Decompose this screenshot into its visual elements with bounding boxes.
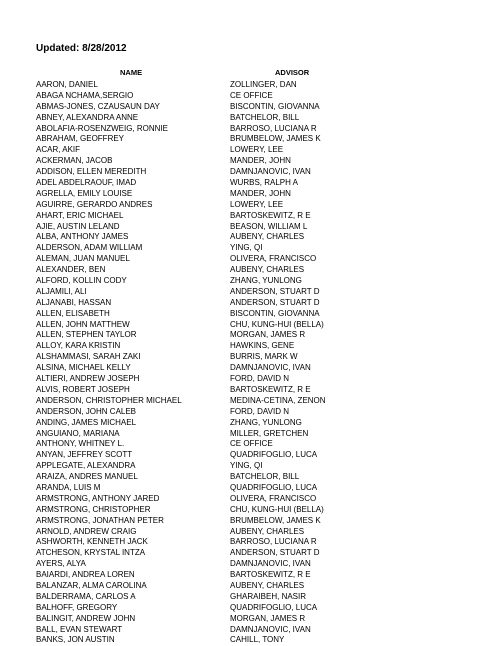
table-row (36, 472, 476, 483)
advisor-name: QUADRIFOGLIO, LUCA (230, 602, 318, 612)
table-row (36, 418, 476, 429)
table-row (36, 614, 476, 625)
table-row (36, 156, 476, 167)
advisor-name: BARTOSKEWITZ, R E (230, 570, 311, 580)
student-name: BAIARDI, ANDREA LOREN (36, 570, 135, 580)
student-name: BALDERRAMA, CARLOS A (36, 591, 136, 601)
advisor-name: LOWERY, LEE (230, 145, 284, 155)
table-row (36, 265, 476, 276)
advisor-name: BARROSO, LUCIANA R (230, 123, 317, 133)
student-name: ALFORD, KOLLIN CODY (36, 276, 127, 286)
student-name: ARANDA, LUIS M (36, 482, 101, 492)
table-row (36, 516, 476, 527)
table-row (36, 189, 476, 200)
table-row (36, 178, 476, 189)
student-name: ALTIERI, ANDREW JOSEPH (36, 374, 140, 384)
student-name: ASHWORTH, KENNETH JACK (36, 537, 148, 547)
student-name: ADEL ABDELRAOUF, IMAD (36, 178, 137, 188)
student-name: ANYAN, JEFFREY SCOTT (36, 450, 133, 460)
student-name: ACAR, AKIF (36, 145, 81, 155)
student-name: ANDERSON, JOHN CALEB (36, 406, 137, 416)
advisor-name: DAMNJANOVIC, IVAN (230, 167, 311, 177)
student-name: AJIE, AUSTIN LELAND (36, 221, 120, 231)
table-row (36, 134, 476, 145)
column-header-name: NAME (120, 68, 143, 77)
advisor-name: BISCONTIN, GIOVANNA (230, 101, 320, 111)
advisor-name: BATCHELOR, BILL (230, 472, 300, 482)
student-name: ANDERSON, CHRISTOPHER MICHAEL (36, 395, 182, 405)
advisor-name: LOWERY, LEE (230, 199, 284, 209)
advisor-name: BRUMBELOW, JAMES K (230, 515, 321, 525)
table-row (36, 113, 476, 124)
advisor-name: GHARAIBEH, NASIR (230, 591, 307, 601)
student-name: ADDISON, ELLEN MEREDITH (36, 167, 147, 177)
table-row (36, 581, 476, 592)
table-row (36, 635, 476, 646)
advisor-name: ZHANG, YUNLONG (230, 417, 302, 427)
student-name: ARAIZA, ANDRES MANUEL (36, 472, 138, 482)
student-name: ABAGA NCHAMA,SERGIO (36, 90, 134, 100)
table-row (36, 625, 476, 636)
table-row (36, 494, 476, 505)
table-row (36, 80, 476, 91)
table-row (36, 320, 476, 331)
student-name: ARNOLD, ANDREW CRAIG (36, 526, 137, 536)
student-name: ALVIS, ROBERT JOSEPH (36, 384, 130, 394)
student-name: AHART, ERIC MICHAEL (36, 210, 124, 220)
advisor-name: OLIVERA, FRANCISCO (230, 493, 317, 503)
advisor-name: BEASON, WILLIAM L (230, 221, 308, 231)
student-name: AARON, DANIEL (36, 80, 98, 89)
table-row (36, 396, 476, 407)
table-row (36, 254, 476, 265)
table-row (36, 352, 476, 363)
table-row (36, 287, 476, 298)
advisor-name: DAMNJANOVIC, IVAN (230, 624, 311, 634)
student-name: ALJAMILI, ALI (36, 286, 87, 296)
advisor-name: WURBS, RALPH A (230, 178, 299, 188)
advisor-name: MANDER, JOHN (230, 156, 291, 166)
student-name: ALSINA, MICHAEL KELLY (36, 363, 131, 373)
advisor-name: QUADRIFOGLIO, LUCA (230, 482, 318, 492)
student-name: ALEMAN, JUAN MANUEL (36, 254, 130, 264)
table-row (36, 505, 476, 516)
student-name: ABMAS-JONES, CZAUSAUN DAY (36, 101, 160, 111)
student-name: BALANZAR, ALMA CAROLINA (36, 580, 147, 590)
student-name: BALHOFF, GREGORY (36, 602, 118, 612)
student-name: ALBA, ANTHONY JAMES (36, 232, 129, 242)
advisor-name: DAMNJANOVIC, IVAN (230, 559, 311, 569)
student-name: APPLEGATE, ALEXANDRA (36, 461, 136, 471)
student-name: AGUIRRE, GERARDO ANDRES (36, 199, 153, 209)
table-row (36, 276, 476, 287)
table-row (36, 341, 476, 352)
advisor-name: BARTOSKEWITZ, R E (230, 210, 311, 220)
table-row (36, 363, 476, 374)
student-name: ARMSTRONG, ANTHONY JARED (36, 493, 160, 503)
table-row (36, 374, 476, 385)
table-row (36, 385, 476, 396)
table-row (36, 145, 476, 156)
table-row (36, 243, 476, 254)
advisor-name: CHU, KUNG-HUI (BELLA) (230, 319, 324, 329)
advisor-name: CHU, KUNG-HUI (BELLA) (230, 504, 324, 514)
table-row (36, 483, 476, 494)
table-row (36, 167, 476, 178)
advisor-name: BRUMBELOW, JAMES K (230, 134, 321, 144)
advisor-name: MEDINA-CETINA, ZENON (230, 395, 326, 405)
student-name: ACKERMAN, JACOB (36, 156, 113, 166)
advisor-name: YING, QI (230, 243, 263, 253)
updated-date: Updated: 8/28/2012 (36, 43, 127, 54)
advisor-name: HAWKINS, GENE (230, 341, 295, 351)
student-advisor-list (36, 80, 476, 646)
student-name: ANDING, JAMES MICHAEL (36, 417, 137, 427)
advisor-name: OLIVERA, FRANCISCO (230, 254, 317, 264)
table-row (36, 570, 476, 581)
student-name: ABNEY, ALEXANDRA ANNE (36, 112, 139, 122)
student-name: BALINGIT, ANDREW JOHN (36, 613, 136, 623)
table-row (36, 527, 476, 538)
student-name: ALEXANDER, BEN (36, 265, 106, 275)
student-name: ABRAHAM, GEOFFREY (36, 134, 125, 144)
student-name: ARMSTRONG, CHRISTOPHER (36, 504, 151, 514)
advisor-name: BURRIS, MARK W (230, 352, 298, 362)
student-name: ALSHAMMASI, SARAH ZAKI (36, 352, 141, 362)
advisor-name: AUBENY, CHARLES (230, 265, 305, 275)
table-row (36, 461, 476, 472)
advisor-name: MORGAN, JAMES R (230, 330, 306, 340)
table-row (36, 200, 476, 211)
student-name: ATCHESON, KRYSTAL INTZA (36, 548, 146, 558)
student-name: ARMSTRONG, JONATHAN PETER (36, 515, 164, 525)
advisor-name: MILLER, GRETCHEN (230, 428, 309, 438)
advisor-name: ANDERSON, STUART D (230, 286, 320, 296)
advisor-name: DAMNJANOVIC, IVAN (230, 363, 311, 373)
student-name: ALDERSON, ADAM WILLIAM (36, 243, 143, 253)
advisor-name: BARROSO, LUCIANA R (230, 537, 317, 547)
table-row (36, 407, 476, 418)
advisor-name: MORGAN, JAMES R (230, 613, 306, 623)
advisor-name: FORD, DAVID N (230, 406, 289, 416)
table-row (36, 537, 476, 548)
advisor-name: MANDER, JOHN (230, 188, 291, 198)
student-name: ANTHONY, WHITNEY L. (36, 439, 125, 449)
advisor-name: ANDERSON, STUART D (230, 297, 320, 307)
advisor-name: ANDERSON, STUART D (230, 548, 320, 558)
table-row (36, 439, 476, 450)
student-name: ANGUIANO, MARIANA (36, 428, 120, 438)
table-row (36, 222, 476, 233)
table-row (36, 603, 476, 614)
table-row (36, 124, 476, 135)
advisor-name: CE OFFICE (230, 90, 273, 100)
student-name: ALLEN, ELISABETH (36, 308, 110, 318)
advisor-name: ZOLLINGER, DAN (230, 80, 297, 89)
student-name: ALLOY, KARA KRISTIN (36, 341, 121, 351)
advisor-name: ZHANG, YUNLONG (230, 276, 302, 286)
advisor-name: BISCONTIN, GIOVANNA (230, 308, 320, 318)
table-row (36, 559, 476, 570)
table-row (36, 232, 476, 243)
advisor-name: AUBENY, CHARLES (230, 580, 305, 590)
table-row (36, 592, 476, 603)
column-header-advisor: ADVISOR (275, 68, 310, 77)
table-row (36, 330, 476, 341)
table-row (36, 102, 476, 113)
advisor-name: QUADRIFOGLIO, LUCA (230, 450, 318, 460)
table-row (36, 298, 476, 309)
table-row (36, 450, 476, 461)
table-row (36, 309, 476, 320)
student-name: BALL, EVAN STEWART (36, 624, 123, 634)
advisor-name: AUBENY, CHARLES (230, 232, 305, 242)
student-name: AYERS, ALYA (36, 559, 86, 569)
advisor-name: AUBENY, CHARLES (230, 526, 305, 536)
student-name: ALJANABI, HASSAN (36, 297, 112, 307)
student-name: BANKS, JON AUSTIN (36, 635, 115, 645)
table-row (36, 211, 476, 222)
advisor-name: YING, QI (230, 461, 263, 471)
advisor-name: BATCHELOR, BILL (230, 112, 300, 122)
table-row (36, 548, 476, 559)
student-name: AGRELLA, EMILY LOUISE (36, 188, 133, 198)
advisor-name: CE OFFICE (230, 439, 273, 449)
student-name: ABOLAFIA-ROSENZWEIG, RONNIE (36, 123, 169, 133)
student-name: ALLEN, JOHN MATTHEW (36, 319, 130, 329)
table-row (36, 91, 476, 102)
table-row (36, 429, 476, 440)
student-name: ALLEN, STEPHEN TAYLOR (36, 330, 137, 340)
advisor-name: FORD, DAVID N (230, 374, 289, 384)
advisor-name: BARTOSKEWITZ, R E (230, 384, 311, 394)
advisor-name: CAHILL, TONY (230, 635, 285, 645)
